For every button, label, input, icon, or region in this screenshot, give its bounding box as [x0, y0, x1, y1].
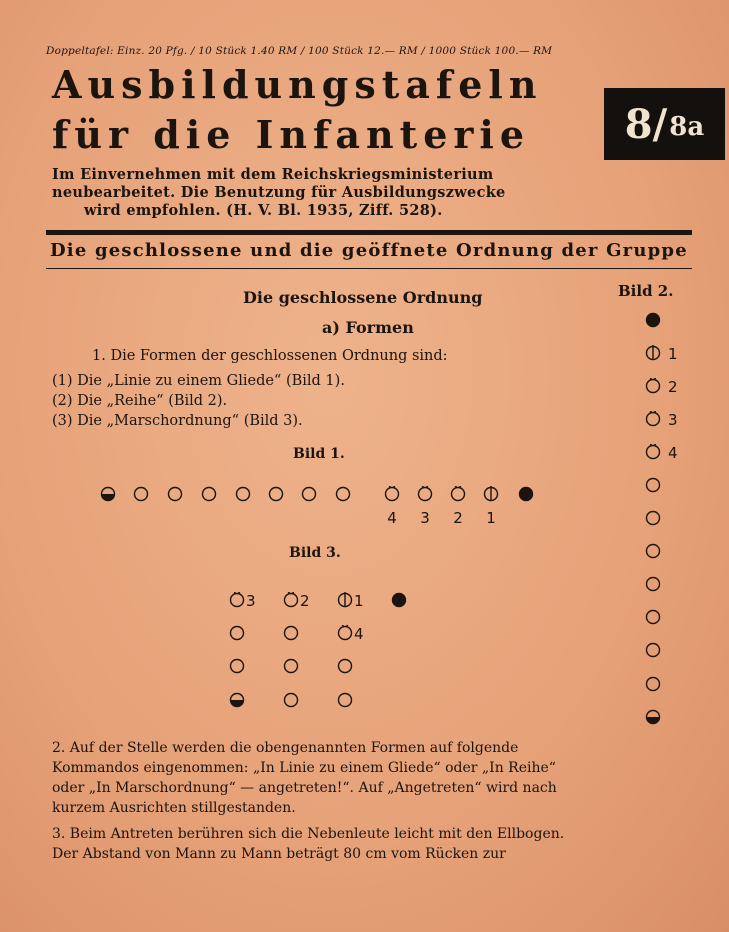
- squad-member-marker: [237, 488, 250, 501]
- squad-member-marker: [337, 488, 350, 501]
- squad-member-marker: [203, 488, 216, 501]
- squad-member-marker: [231, 627, 244, 640]
- point-1-text: 1. Die Formen der geschlossenen Ordnung sind:: [92, 348, 448, 364]
- squad-member-marker: [102, 488, 115, 501]
- bild1-label: Bild 1.: [293, 446, 345, 462]
- position-number: 3: [668, 411, 678, 429]
- position-number: 3: [246, 592, 256, 610]
- section-title: Die geschlossene Ordnung: [243, 288, 483, 307]
- list-item: (2) Die „Reihe“ (Bild 2).: [52, 393, 228, 409]
- squad-member-marker: [169, 488, 182, 501]
- subtitle-line-3: wird empfohlen. (H. V. Bl. 1935, Ziff. 528).: [84, 202, 443, 219]
- squad-member-marker: [285, 694, 298, 707]
- squad-member-marker: [647, 644, 660, 657]
- squad-member-marker: [647, 378, 660, 393]
- main-heading: Die geschlossene und die geöffnete Ordnung der Gruppe: [50, 240, 688, 261]
- position-number: 3: [420, 509, 430, 527]
- squad-member-marker: [231, 694, 244, 707]
- squad-member-marker: [339, 694, 352, 707]
- squad-member-marker: [647, 578, 660, 591]
- bild2-label: Bild 2.: [618, 282, 674, 300]
- squad-member-marker: [485, 486, 498, 501]
- squad-member-marker: [231, 592, 244, 607]
- position-number: 2: [668, 378, 678, 396]
- bild2-diagram: [647, 314, 678, 724]
- squad-member-marker: [393, 594, 406, 607]
- position-number: 2: [453, 509, 463, 527]
- badge-sub-number: 8a: [669, 112, 705, 142]
- squad-member-marker: [303, 488, 316, 501]
- squad-member-marker: [231, 660, 244, 673]
- squad-member-marker: [419, 486, 432, 501]
- title-line-2: für die Infanterie: [52, 112, 530, 157]
- title-line-1: Ausbildungstafeln: [52, 62, 543, 107]
- subtitle-line-1: Im Einvernehmen mit dem Reichskriegsministerium: [52, 166, 494, 183]
- squad-member-marker: [339, 592, 352, 607]
- squad-member-marker: [647, 711, 660, 724]
- position-number: 1: [668, 345, 678, 363]
- bild3-diagram: [231, 592, 406, 707]
- squad-member-marker: [647, 314, 660, 327]
- squad-member-marker: [647, 444, 660, 459]
- paragraph-3-line: Der Abstand von Mann zu Mann beträgt 80 cm vom Rücken zur: [52, 846, 506, 862]
- squad-member-marker: [647, 545, 660, 558]
- position-number: 2: [300, 592, 310, 610]
- squad-member-marker: [647, 411, 660, 426]
- squad-member-marker: [285, 592, 298, 607]
- squad-member-marker: [339, 660, 352, 673]
- squad-member-marker: [520, 488, 533, 501]
- squad-member-marker: [647, 512, 660, 525]
- list-item: (1) Die „Linie zu einem Gliede“ (Bild 1).: [52, 373, 345, 389]
- paragraph-2-line: oder „In Marschordnung“ — angetreten!“. Auf „Angetreten“ wird nach: [52, 780, 557, 796]
- squad-member-marker: [647, 611, 660, 624]
- squad-member-marker: [647, 479, 660, 492]
- squad-member-marker: [285, 660, 298, 673]
- paragraph-3-line: 3. Beim Antreten berühren sich die Nebenleute leicht mit den Ellbogen.: [52, 826, 565, 842]
- paragraph-2-line: kurzem Ausrichten stillgestanden.: [52, 800, 296, 816]
- badge-number: 8/: [624, 100, 668, 148]
- paragraph-2-line: Kommandos eingenommen: „In Linie zu einem Gliede“ oder „In Reihe“: [52, 760, 556, 776]
- squad-member-marker: [339, 625, 352, 640]
- squad-member-marker: [285, 627, 298, 640]
- squad-member-marker: [135, 488, 148, 501]
- bild3-label: Bild 3.: [289, 545, 341, 561]
- position-number: 1: [486, 509, 496, 527]
- paragraph-2-line: 2. Auf der Stelle werden die obengenannten Formen auf folgende: [52, 740, 519, 756]
- position-number: 4: [387, 509, 397, 527]
- squad-member-marker: [647, 345, 660, 360]
- subsection-title: a) Formen: [322, 318, 414, 337]
- squad-member-marker: [452, 486, 465, 501]
- list-item: (3) Die „Marschordnung“ (Bild 3).: [52, 413, 303, 429]
- position-number: 1: [354, 592, 364, 610]
- squad-member-marker: [647, 678, 660, 691]
- position-number: 4: [354, 625, 364, 643]
- squad-member-marker: [386, 486, 399, 501]
- bild1-diagram: [102, 486, 533, 527]
- position-number: 4: [668, 444, 678, 462]
- price-line: Doppeltafel: Einz. 20 Pfg. / 10 Stück 1.40 RM / 100 Stück 12.— RM / 1000 Stück 100.— RM: [46, 45, 553, 57]
- squad-member-marker: [270, 488, 283, 501]
- subtitle-line-2: neubearbeitet. Die Benutzung für Ausbildungszwecke: [52, 184, 506, 201]
